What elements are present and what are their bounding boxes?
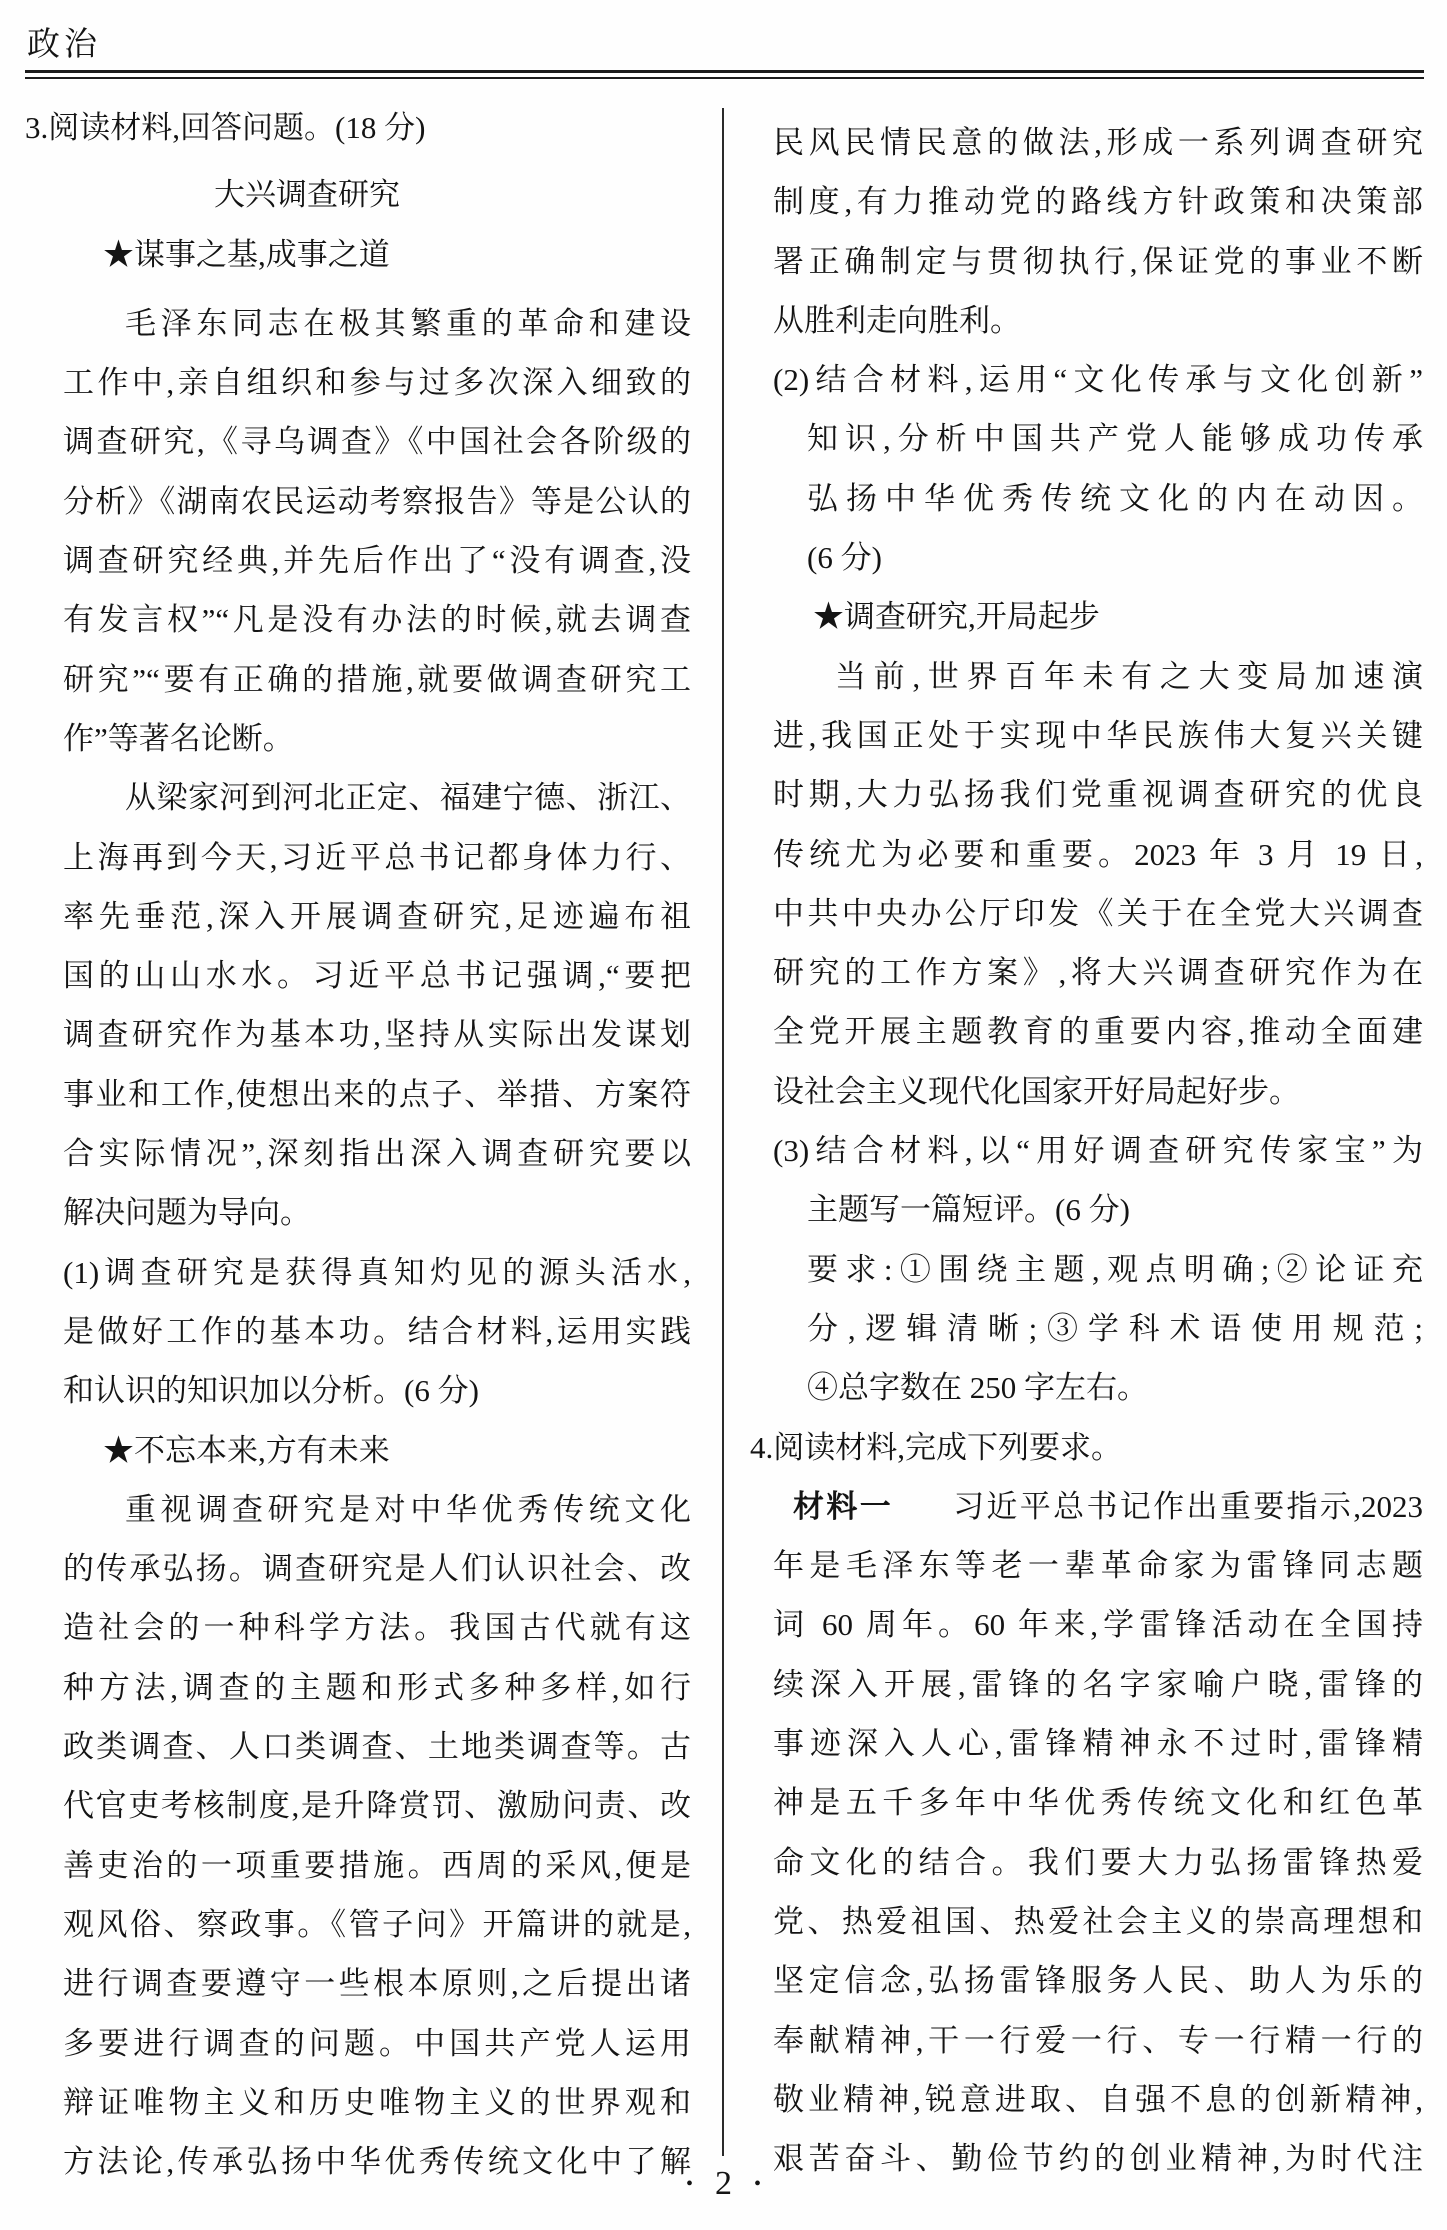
text-line: 署正确制定与贯彻执行,保证党的事业不断: [773, 243, 1423, 279]
star-heading-1: ★谋事之基,成事之道: [103, 236, 390, 272]
material-label: 材料一: [793, 1488, 894, 1524]
text-line: 事迹深入人心,雷锋精神永不过时,雷锋精: [773, 1726, 1423, 1762]
text-line: 从梁家河到河北正定、福建宁德、浙江、: [125, 780, 691, 816]
text-line: 调查研究经典,并先后作出了“没有调查,没: [63, 543, 691, 579]
text-line: 分析》《湖南农民运动考察报告》等是公认的: [63, 483, 691, 519]
page-header-subject: 政治: [27, 27, 101, 63]
text-line: 是做好工作的基本功。结合材料,运用实践: [63, 1313, 691, 1349]
text-line: 制度,有力推动党的路线方针政策和决策部: [773, 184, 1423, 220]
text-line: 的传承弘扬。调查研究是人们认识社会、改: [63, 1551, 691, 1587]
text-line: 和认识的知识加以分析。(6 分): [63, 1373, 479, 1409]
text-line: 坚定信念,弘扬雷锋服务人民、助人为乐的: [773, 1963, 1423, 1999]
header-rule-top: [25, 70, 1424, 73]
text-line: 神是五千多年中华优秀传统文化和红色革: [773, 1785, 1423, 1821]
text-line: 词 60 周年。60 年来,学雷锋活动在全国持: [773, 1607, 1423, 1643]
left-column: [25, 98, 691, 2191]
text-line: 民风民情民意的做法,形成一系列调查研究: [773, 125, 1423, 160]
text-line: 传统尤为必要和重要。2023 年 3 月 19 日,: [773, 836, 1423, 872]
question-4-header: 4.阅读材料,完成下列要求。: [750, 1429, 1122, 1465]
text-line: 方法论,传承弘扬中华优秀传统文化中了解: [63, 2144, 691, 2180]
text-line: 从胜利走向胜利。: [773, 302, 1021, 338]
footer-dot-left: •: [685, 2173, 693, 2195]
column-divider: [722, 108, 724, 2156]
text-line: 造社会的一种科学方法。我国古代就有这: [63, 1610, 691, 1646]
text-line: 多要进行调查的问题。中国共产党人运用: [63, 2025, 691, 2061]
text-line: (6 分): [807, 540, 882, 576]
right-column: [750, 113, 1424, 2188]
material-text: 习近平总书记作出重要指示,2023: [953, 1488, 1424, 1524]
text-line: 进行调查要遵守一些根本原则,之后提出诸: [63, 1966, 691, 2002]
text-line: 毛泽东同志在极其繁重的革命和建设: [125, 305, 691, 341]
text-line: 续深入开展,雷锋的名字家喻户晓,雷锋的: [773, 1666, 1423, 1702]
text-line: 命文化的结合。我们要大力弘扬雷锋热爱: [773, 1844, 1423, 1880]
text-line: 辩证唯物主义和历史唯物主义的世界观和: [63, 2084, 691, 2120]
text-line: 作”等著名论断。: [63, 720, 294, 756]
text-line: 研究”“要有正确的措施,就要做调查研究工: [63, 661, 691, 697]
star-heading-2: ★不忘本来,方有未来: [103, 1432, 390, 1468]
text-line: 观风俗、察政事。《管子问》开篇讲的就是,: [63, 1906, 691, 1942]
text-line: 中共中央办公厅印发《关于在全党大兴调查: [773, 895, 1423, 931]
text-line: 国的山山水水。习近平总书记强调,“要把: [63, 958, 691, 994]
text-line: 要求:①围绕主题,观点明确;②论证充: [807, 1251, 1423, 1287]
text-line: 事业和工作,使想出来的点子、举措、方案符: [63, 1076, 691, 1112]
text-line: 主题写一篇短评。(6 分): [807, 1192, 1130, 1228]
sub-question-2: (2)结合材料,运用“文化传承与文化创新”: [773, 362, 1423, 398]
text-line: 时期,大力弘扬我们党重视调查研究的优良: [773, 777, 1423, 813]
text-line: 调查研究,《寻乌调查》《中国社会各阶级的: [63, 424, 691, 460]
header-rule-bottom: [25, 77, 1424, 79]
text-line: ④总字数在 250 字左右。: [807, 1370, 1148, 1406]
text-line: 善吏治的一项重要措施。西周的采风,便是: [63, 1847, 691, 1883]
text-line: 艰苦奋斗、勤俭节约的创业精神,为时代注: [773, 2141, 1423, 2177]
text-line: 合实际情况”,深刻指出深入调查研究要以: [63, 1136, 691, 1172]
text-line: 解决问题为导向。: [63, 1195, 311, 1231]
text-line: 有发言权”“凡是没有办法的时候,就去调查: [63, 602, 691, 638]
page-footer: [0, 2162, 1447, 2206]
text-line: 知识,分析中国共产党人能够成功传承: [807, 421, 1423, 457]
text-line: 当前,世界百年未有之大变局加速演: [835, 658, 1423, 694]
text-line: 设社会主义现代化国家开好局起好步。: [773, 1073, 1300, 1109]
text-line: 重视调查研究是对中华优秀传统文化: [125, 1491, 691, 1527]
text-line: 种方法,调查的主题和形式多种多样,如行: [63, 1669, 691, 1705]
text-line: 年是毛泽东等老一辈革命家为雷锋同志题: [773, 1548, 1423, 1584]
text-line: 工作中,亲自组织和参与过多次深入细致的: [63, 365, 691, 401]
text-line: 政类调查、人口类调查、土地类调查等。古: [63, 1729, 691, 1765]
text-line: 上海再到今天,习近平总书记都身体力行、: [63, 839, 691, 875]
text-line: 代官吏考核制度,是升降赏罚、激励问责、改: [63, 1788, 691, 1824]
text-line: 进,我国正处于实现中华民族伟大复兴关键: [773, 717, 1423, 753]
text-line: 党、热爱祖国、热爱社会主义的崇高理想和: [773, 1903, 1423, 1939]
text-line: 敬业精神,锐意进取、自强不息的创新精神,: [773, 2081, 1423, 2117]
sub-question-1: (1)调查研究是获得真知灼见的源头活水,: [63, 1254, 691, 1290]
text-line: 调查研究作为基本功,坚持从实际出发谋划: [63, 1017, 691, 1053]
text-line: 研究的工作方案》,将大兴调查研究作为在: [773, 955, 1423, 991]
text-line: 弘扬中华优秀传统文化的内在动因。: [807, 480, 1423, 516]
footer-page-number: 2: [715, 2165, 732, 2202]
text-line: 奉献精神,干一行爱一行、专一行精一行的: [773, 2022, 1423, 2058]
material-title: 大兴调查研究: [214, 177, 400, 213]
sub-question-3: (3)结合材料,以“用好调查研究传家宝”为: [773, 1133, 1423, 1169]
footer-dot-right: •: [754, 2173, 762, 2195]
question-3-header: 3.阅读材料,回答问题。(18 分): [25, 110, 426, 145]
text-line: 分,逻辑清晰;③学科术语使用规范;: [807, 1310, 1423, 1346]
material-one-line: [773, 1477, 1423, 1536]
text-line: 全党开展主题教育的重要内容,推动全面建: [773, 1014, 1423, 1050]
text-line: 率先垂范,深入开展调查研究,足迹遍布祖: [63, 898, 691, 934]
star-heading-3: ★调查研究,开局起步: [813, 599, 1100, 635]
